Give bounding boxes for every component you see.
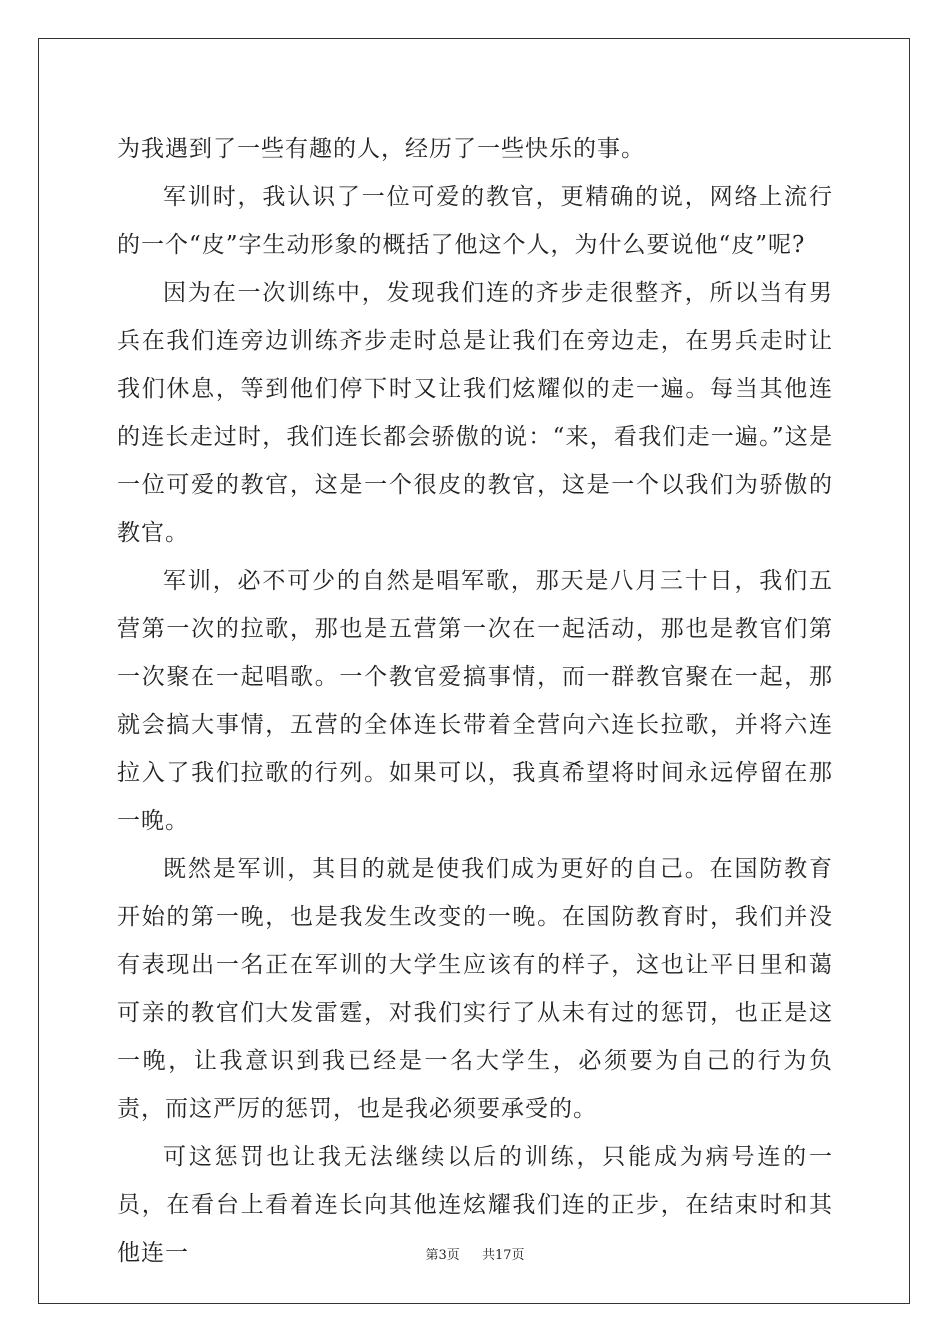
paragraph-2: 军训时，我认识了一位可爱的教官，更精确的说，网络上流行的一个“皮”字生动形象的概括了他这个人，为什么要说他“皮”呢? [117, 184, 833, 258]
paragraph-1: 为我遇到了一些有趣的人，经历了一些快乐的事。 [117, 136, 645, 162]
document-body [117, 125, 833, 1277]
page-total: 共17页 [481, 1248, 525, 1263]
paragraph-4: 军训，必不可少的自然是唱军歌，那天是八月三十日，我们五营第一次的拉歌，那也是五营第一次在一起活动，那也是教官们第一次聚在一起唱歌。一个教官爱搞事情，而一群教官聚在一起，那就会搞大事情，五营的全体连长带着全营向六连长拉歌，并将六连拉入了我们拉歌的行列。如果可以，我真希望将时间永远停留在那一晚。 [117, 568, 833, 834]
paragraph-5: 既然是军训，其目的就是使我们成为更好的自己。在国防教育开始的第一晚，也是我发生改变的一晚。在国防教育时，我们并没有表现出一名正在军训的大学生应该有的样子，这也让平日里和蔼可亲的教官们大发雷霆，对我们实行了从未有过的惩罚，也正是这一晚，让我意识到我已经是一名大学生，必须要为自己的行为负责，而这严厉的惩罚，也是我必须要承受的。 [117, 856, 833, 1122]
paragraph-3: 因为在一次训练中，发现我们连的齐步走很整齐，所以当有男兵在我们连旁边训练齐步走时总是让我们在旁边走，在男兵走时让我们休息，等到他们停下时又让我们炫耀似的走一遍。每当其他连的连长走过时，我们连长都会骄傲的说：“来，看我们走一遍。”这是一位可爱的教官，这是一个很皮的教官，这是一个以我们为骄傲的教官。 [117, 280, 833, 546]
paragraph-6: 可这惩罚也让我无法继续以后的训练，只能成为病号连的一员，在看台上看着连长向其他连炫耀我们连的正步，在结束时和其他连一 [117, 1144, 833, 1266]
page-footer [0, 1244, 950, 1263]
page-number: 第3页 [425, 1248, 460, 1263]
